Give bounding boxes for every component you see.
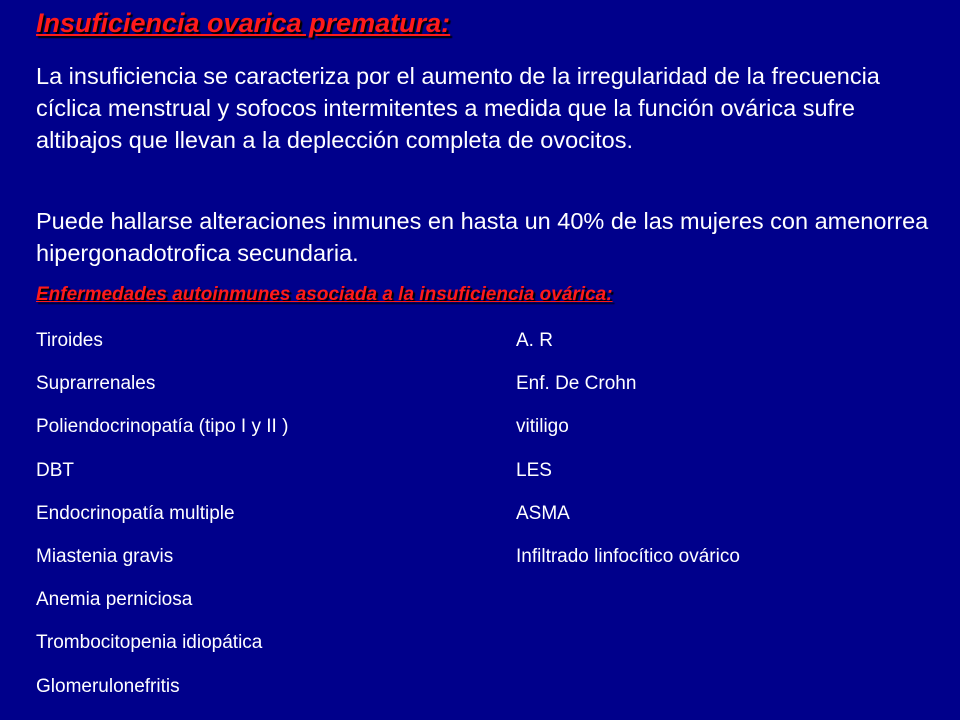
list-item: Trombocitopenia idiopática (36, 632, 263, 654)
slide-title: Insuficiencia ovarica prematura: (36, 8, 451, 38)
autoimmune-subtitle: Enfermedades autoinmunes asociada a la insuficiencia ovárica: (36, 284, 613, 305)
list-item: Tiroides (36, 330, 103, 351)
list-item: A. R (516, 330, 553, 351)
list-item: Endocrinopatía multiple (36, 502, 235, 524)
list-item: ASMA (516, 502, 570, 524)
list-item: LES (516, 459, 552, 481)
list-item: Glomerulonefritis (36, 675, 180, 697)
paragraph-description: La insuficiencia se caracteriza por el aumento de la irregularidad de la frecuencia cíclica menstrual y sofocos intermitentes a medida que la función ovárica sufre altibajos que llevan a la deplección completa de ovocitos. (36, 63, 880, 153)
left-disease-list (36, 326, 288, 715)
list-item: vitiligo (516, 416, 569, 438)
paragraph-immune: Puede hallarse alteraciones inmunes en hasta un 40% de las mujeres con amenorrea hipergonadotrofica secundaria. (36, 208, 929, 266)
list-item: Miastenia gravis (36, 545, 174, 567)
list-item: Poliendocrinopatía (tipo I y II ) (36, 416, 289, 438)
right-disease-list (516, 326, 740, 585)
list-item: Enf. De Crohn (516, 373, 637, 395)
list-item: Suprarrenales (36, 373, 156, 395)
list-item: Infiltrado linfocítico ovárico (516, 545, 740, 567)
list-item: Anemia perniciosa (36, 589, 193, 611)
list-item: DBT (36, 459, 74, 481)
